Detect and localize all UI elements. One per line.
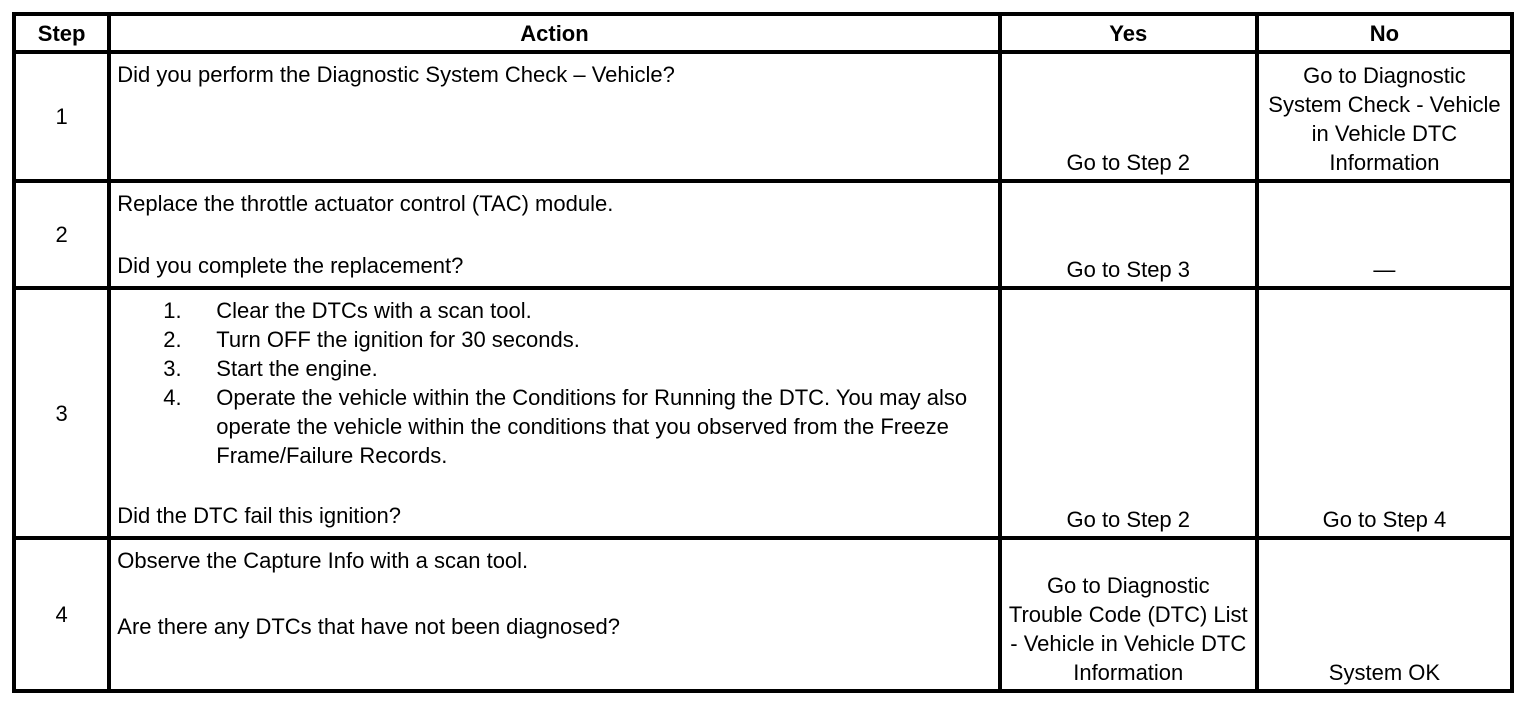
step-number: 1: [14, 52, 109, 181]
header-step: Step: [14, 14, 109, 52]
no-cell: [1257, 52, 1512, 181]
action-content: [111, 183, 997, 282]
no-value: System OK: [1328, 660, 1441, 685]
no-cell: [1257, 288, 1512, 538]
yes-cell: [1000, 52, 1257, 181]
step-number: 2: [14, 181, 109, 288]
action-question: Did the DTC fail this ignition?: [117, 503, 401, 528]
step-number: 3: [14, 288, 109, 538]
action-cell: [109, 288, 999, 538]
table-row: [14, 181, 1512, 288]
list-item-text: Turn OFF the ignition for 30 seconds.: [216, 327, 580, 352]
table-row: [14, 52, 1512, 181]
table-row: [14, 288, 1512, 538]
action-content: [111, 290, 997, 532]
diagnostic-table: [12, 12, 1514, 693]
action-steps-list: [117, 296, 991, 470]
no-link[interactable]: Go to Step 4: [1322, 507, 1447, 532]
action-content: [111, 54, 997, 175]
table-row: [14, 538, 1512, 691]
action-question: Are there any DTCs that have not been diagnosed?: [117, 614, 620, 639]
list-item-number: 1.: [163, 298, 182, 323]
no-cell: [1257, 538, 1512, 691]
action-cell: [109, 538, 999, 691]
yes-link[interactable]: Go to Diagnostic Trouble Code (DTC) List - Vehicle in Vehicle DTC Information: [1008, 573, 1248, 685]
no-link[interactable]: Go to Diagnostic System Check - Vehicle in Vehicle DTC Information: [1268, 63, 1501, 175]
yes-cell: [1000, 288, 1257, 538]
header-action: Action: [109, 14, 999, 52]
action-instruction: Observe the Capture Info with a scan tool.: [117, 548, 529, 573]
no-cell: [1257, 181, 1512, 288]
list-item-text: Clear the DTCs with a scan tool.: [216, 298, 532, 323]
list-item-number: 4.: [163, 385, 182, 410]
action-question: Did you perform the Diagnostic System Check – Vehicle?: [117, 62, 675, 87]
step-number: 4: [14, 538, 109, 691]
yes-link[interactable]: Go to Step 2: [1066, 150, 1191, 175]
header-row: [14, 14, 1512, 52]
action-cell: [109, 52, 999, 181]
no-value: —: [1373, 257, 1396, 282]
action-content: [111, 540, 997, 685]
action-cell: [109, 181, 999, 288]
yes-cell: [1000, 181, 1257, 288]
yes-link[interactable]: Go to Step 3: [1066, 257, 1191, 282]
list-item: [117, 325, 991, 354]
list-item-number: 2.: [163, 327, 182, 352]
action-question: Did you complete the replacement?: [117, 253, 464, 278]
list-item: [117, 296, 991, 325]
list-item-number: 3.: [163, 356, 182, 381]
list-item-text: Start the engine.: [216, 356, 378, 381]
list-item: [117, 354, 991, 383]
list-item: [117, 383, 991, 470]
header-no: No: [1257, 14, 1512, 52]
yes-link[interactable]: Go to Step 2: [1066, 507, 1191, 532]
yes-cell: [1000, 538, 1257, 691]
action-instruction: Replace the throttle actuator control (TAC) module.: [117, 191, 614, 216]
list-item-text: Operate the vehicle within the Conditions for Running the DTC. You may also operate the vehicle within the conditions that you observed from the Freeze Frame/Failure Records.: [216, 385, 968, 468]
header-yes: Yes: [1000, 14, 1257, 52]
